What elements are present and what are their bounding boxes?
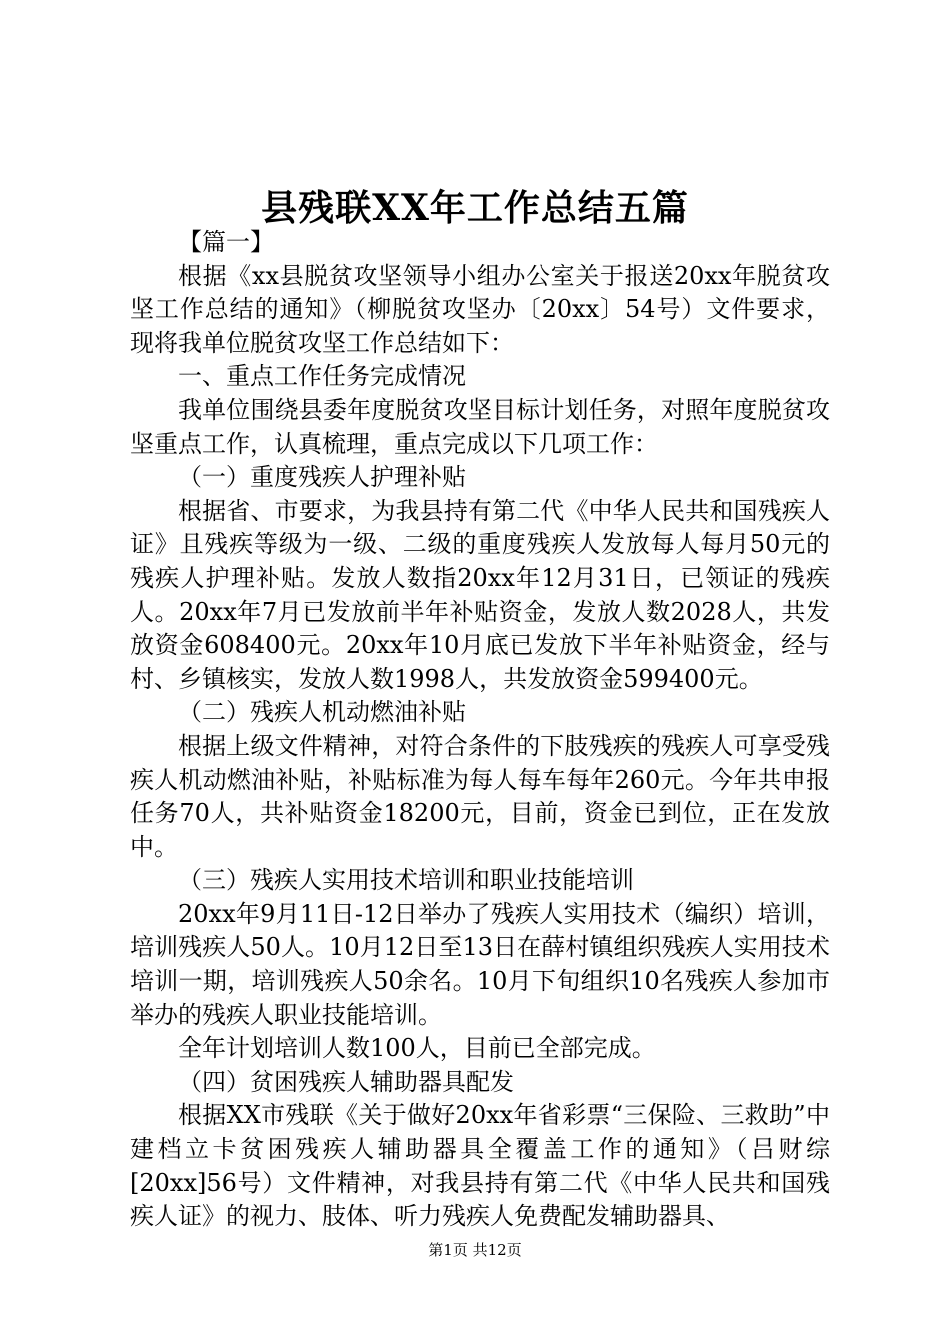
subheading: （三）残疾人实用技术培训和职业技能培训 xyxy=(178,866,634,895)
document-body xyxy=(130,226,830,1234)
section-heading: 【篇一】 xyxy=(178,228,274,256)
subheading: 一、重点工作任务完成情况 xyxy=(178,362,466,391)
paragraph: 根据省、市要求，为我县持有第二代《中华人民共和国残疾人证》且残疾等级为一级、二级的重度残疾人发放每人每月50元的残疾人护理补贴。发放人数指20xx年12月31日，已领证的残疾人。20xx年7月已发放前半年补贴资金，发放人数2028人，共发放资金608400元。20xx年10月底已发放下半年补贴资金，经与村、乡镇核实，发放人数1998人，共发放资金599400元。 xyxy=(130,496,830,693)
subheading: （一）重度残疾人护理补贴 xyxy=(178,463,466,492)
subheading: （四）贫困残疾人辅助器具配发 xyxy=(178,1067,514,1096)
paragraph: 20xx年9月11日-12日举办了残疾人实用技术（编织）培训，培训残疾人50人。10月12日至13日在薛村镇组织残疾人实用技术培训一期，培训残疾人50余名。10月下旬组织10名残疾人参加市举办的残疾人职业技能培训。 xyxy=(130,899,830,1029)
paragraph: 根据《xx县脱贫攻坚领导小组办公室关于报送20xx年脱贫攻坚工作总结的通知》（柳脱贫攻坚办〔20xx〕54号）文件要求，现将我单位脱贫攻坚工作总结如下： xyxy=(130,261,830,357)
paragraph: 根据上级文件精神，对符合条件的下肢残疾的残疾人可享受残疾人机动燃油补贴，补贴标准为每人每车每年260元。今年共申报任务70人，共补贴资金18200元，目前，资金已到位，正在发放中。 xyxy=(130,731,830,861)
document-title: 县残联XX年工作总结五篇 xyxy=(261,187,689,229)
paragraph: 我单位围绕县委年度脱贫攻坚目标计划任务，对照年度脱贫攻坚重点工作，认真梳理，重点完成以下几项工作： xyxy=(130,395,830,458)
paragraph: 根据XX市残联《关于做好20xx年省彩票“三保险、三救助”中建档立卡贫困残疾人辅助器具全覆盖工作的通知》（吕财综[20xx]56号）文件精神，对我县持有第二代《中华人民共和国残疾人证》的视力、肢体、听力残疾人免费配发辅助器具、 xyxy=(130,1101,830,1231)
subheading: （二）残疾人机动燃油补贴 xyxy=(178,698,466,727)
paragraph: 全年计划培训人数100人，目前已全部完成。 xyxy=(178,1034,656,1063)
page-footer: 第1页 共12页 xyxy=(428,1241,522,1259)
